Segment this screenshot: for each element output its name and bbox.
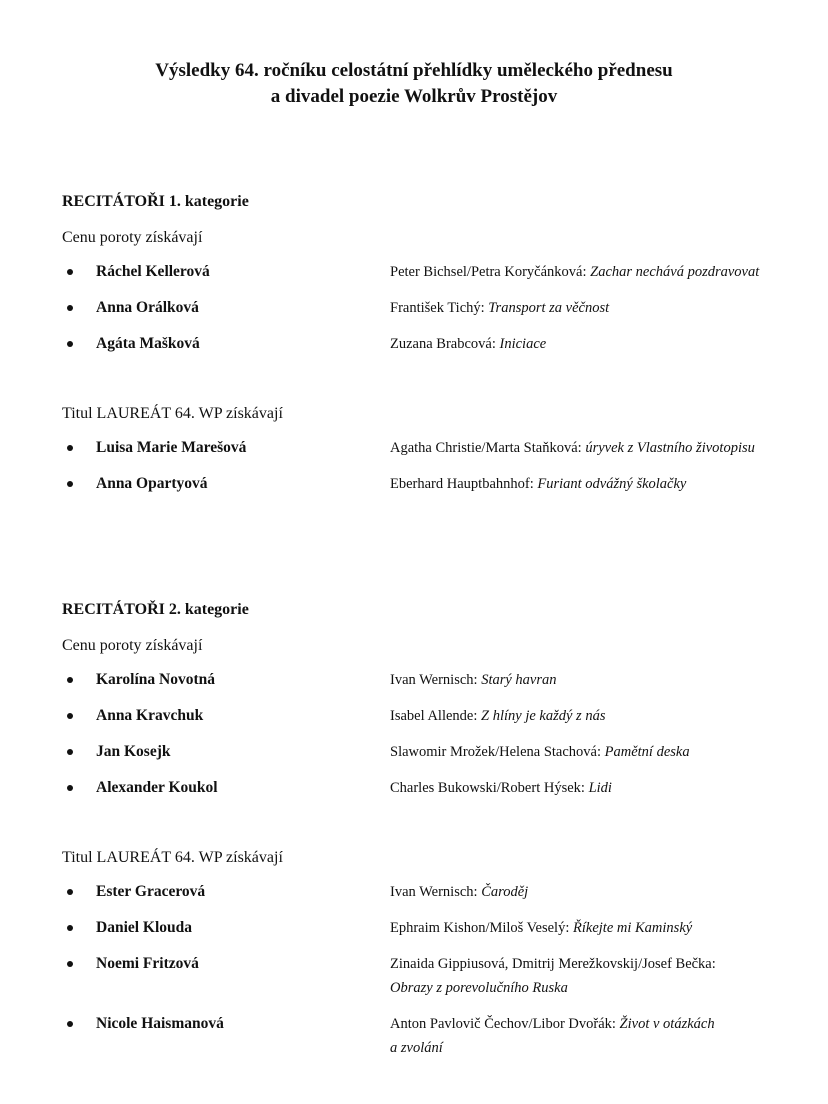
bullet-icon [67, 305, 73, 311]
title-line-1: Výsledky 64. ročníku celostátní přehlídky uměleckého přednesu [155, 60, 673, 81]
work-author: František Tichý: [390, 300, 489, 316]
performed-work [390, 260, 770, 284]
list-item [62, 296, 802, 320]
performed-work [390, 880, 770, 904]
list-item [62, 952, 802, 1000]
bullet-icon [67, 269, 73, 275]
work-author: Anton Pavlovič Čechov/Libor Dvořák: [390, 1016, 620, 1032]
section-heading: RECITÁTOŘI 2. kategorie [62, 601, 249, 618]
bullet-icon [67, 749, 73, 755]
work-author: Ivan Wernisch: [390, 884, 482, 900]
reciter-name: Karolína Novotná [96, 671, 215, 688]
bullet-icon [67, 445, 73, 451]
performed-work [390, 704, 770, 728]
work-author: Agatha Christie/Marta Staňková: [390, 440, 586, 456]
work-title: úryvek z Vlastního životopisu [585, 440, 755, 456]
work-title: Z hlíny je každý z nás [481, 708, 606, 724]
work-author: Zuzana Brabcová: [390, 336, 500, 352]
reciter-name: Agáta Mašková [96, 335, 200, 352]
work-title: Obrazy z porevolučního Ruska [390, 980, 568, 996]
performed-work [390, 776, 770, 800]
work-title: Furiant odvážný školačky [537, 476, 687, 492]
performed-work [390, 436, 770, 460]
work-author: Zinaida Gippiusová, Dmitrij Merežkovskij/Josef Bečka: [390, 956, 716, 972]
bullet-icon [67, 713, 73, 719]
performed-work [390, 916, 770, 940]
bullet-icon [67, 481, 73, 487]
work-author: Charles Bukowski/Robert Hýsek: [390, 780, 589, 796]
section-category-2 [62, 600, 802, 1060]
document-title [0, 58, 828, 110]
work-title: Starý havran [481, 672, 557, 688]
reciter-name: Nicole Haismanová [96, 1015, 224, 1032]
performed-work [390, 472, 770, 496]
reciter-name: Daniel Klouda [96, 919, 193, 936]
bullet-icon [67, 1021, 73, 1027]
bullet-icon [67, 925, 73, 931]
reciter-name: Ráchel Kellerová [96, 263, 210, 280]
reciter-name: Jan Kosejk [96, 743, 171, 760]
reciter-name: Noemi Fritzová [96, 955, 199, 972]
work-title: Říkejte mi Kaminský [573, 920, 693, 936]
work-title: Lidi [588, 780, 612, 796]
bullet-icon [67, 677, 73, 683]
work-author: Peter Bichsel/Petra Koryčánková: [390, 264, 591, 280]
work-title: Zachar nechává pozdravovat [590, 264, 760, 280]
list-item [62, 260, 802, 284]
performed-work [390, 668, 770, 692]
reciter-name: Ester Gracerová [96, 883, 206, 900]
work-author: Ephraim Kishon/Miloš Veselý: [390, 920, 573, 936]
group-label-jury-prize: Cenu poroty získávají [62, 229, 203, 246]
work-author: Isabel Allende: [390, 708, 482, 724]
bullet-icon [67, 889, 73, 895]
performed-work [390, 952, 740, 1000]
list-item [62, 880, 802, 904]
work-title: Transport za věčnost [488, 300, 610, 316]
list-item [62, 916, 802, 940]
list-item [62, 436, 802, 460]
work-title: Život v otázkách a zvolání [390, 1016, 715, 1056]
reciter-name: Anna Opartyová [96, 475, 208, 492]
section-heading: RECITÁTOŘI 1. kategorie [62, 193, 249, 210]
performed-work [390, 1012, 720, 1060]
bullet-icon [67, 341, 73, 347]
list-item [62, 740, 802, 764]
list-item [62, 472, 802, 496]
group-label-laureate: Titul LAUREÁT 64. WP získávají [62, 849, 283, 866]
group-label-jury-prize: Cenu poroty získávají [62, 637, 203, 654]
section-category-1 [62, 192, 802, 496]
work-title: Iniciace [499, 336, 547, 352]
work-author: Ivan Wernisch: [390, 672, 482, 688]
work-title: Čaroděj [481, 884, 529, 900]
list-item [62, 332, 802, 356]
reciter-name: Anna Orálková [96, 299, 199, 316]
work-author: Eberhard Hauptbahnhof: [390, 476, 538, 492]
list-item [62, 1012, 802, 1060]
bullet-icon [67, 961, 73, 967]
list-item [62, 704, 802, 728]
work-author: Slawomir Mrožek/Helena Stachová: [390, 744, 605, 760]
performed-work [390, 740, 770, 764]
performed-work [390, 332, 770, 356]
bullet-icon [67, 785, 73, 791]
reciter-name: Anna Kravchuk [96, 707, 204, 724]
group-label-laureate: Titul LAUREÁT 64. WP získávají [62, 405, 283, 422]
reciter-name: Luisa Marie Marešová [96, 439, 247, 456]
work-title: Pamětní deska [604, 744, 690, 760]
performed-work [390, 296, 770, 320]
list-item [62, 776, 802, 800]
reciter-name: Alexander Koukol [96, 779, 218, 796]
title-line-2: a divadel poezie Wolkrův Prostějov [270, 86, 558, 107]
list-item [62, 668, 802, 692]
